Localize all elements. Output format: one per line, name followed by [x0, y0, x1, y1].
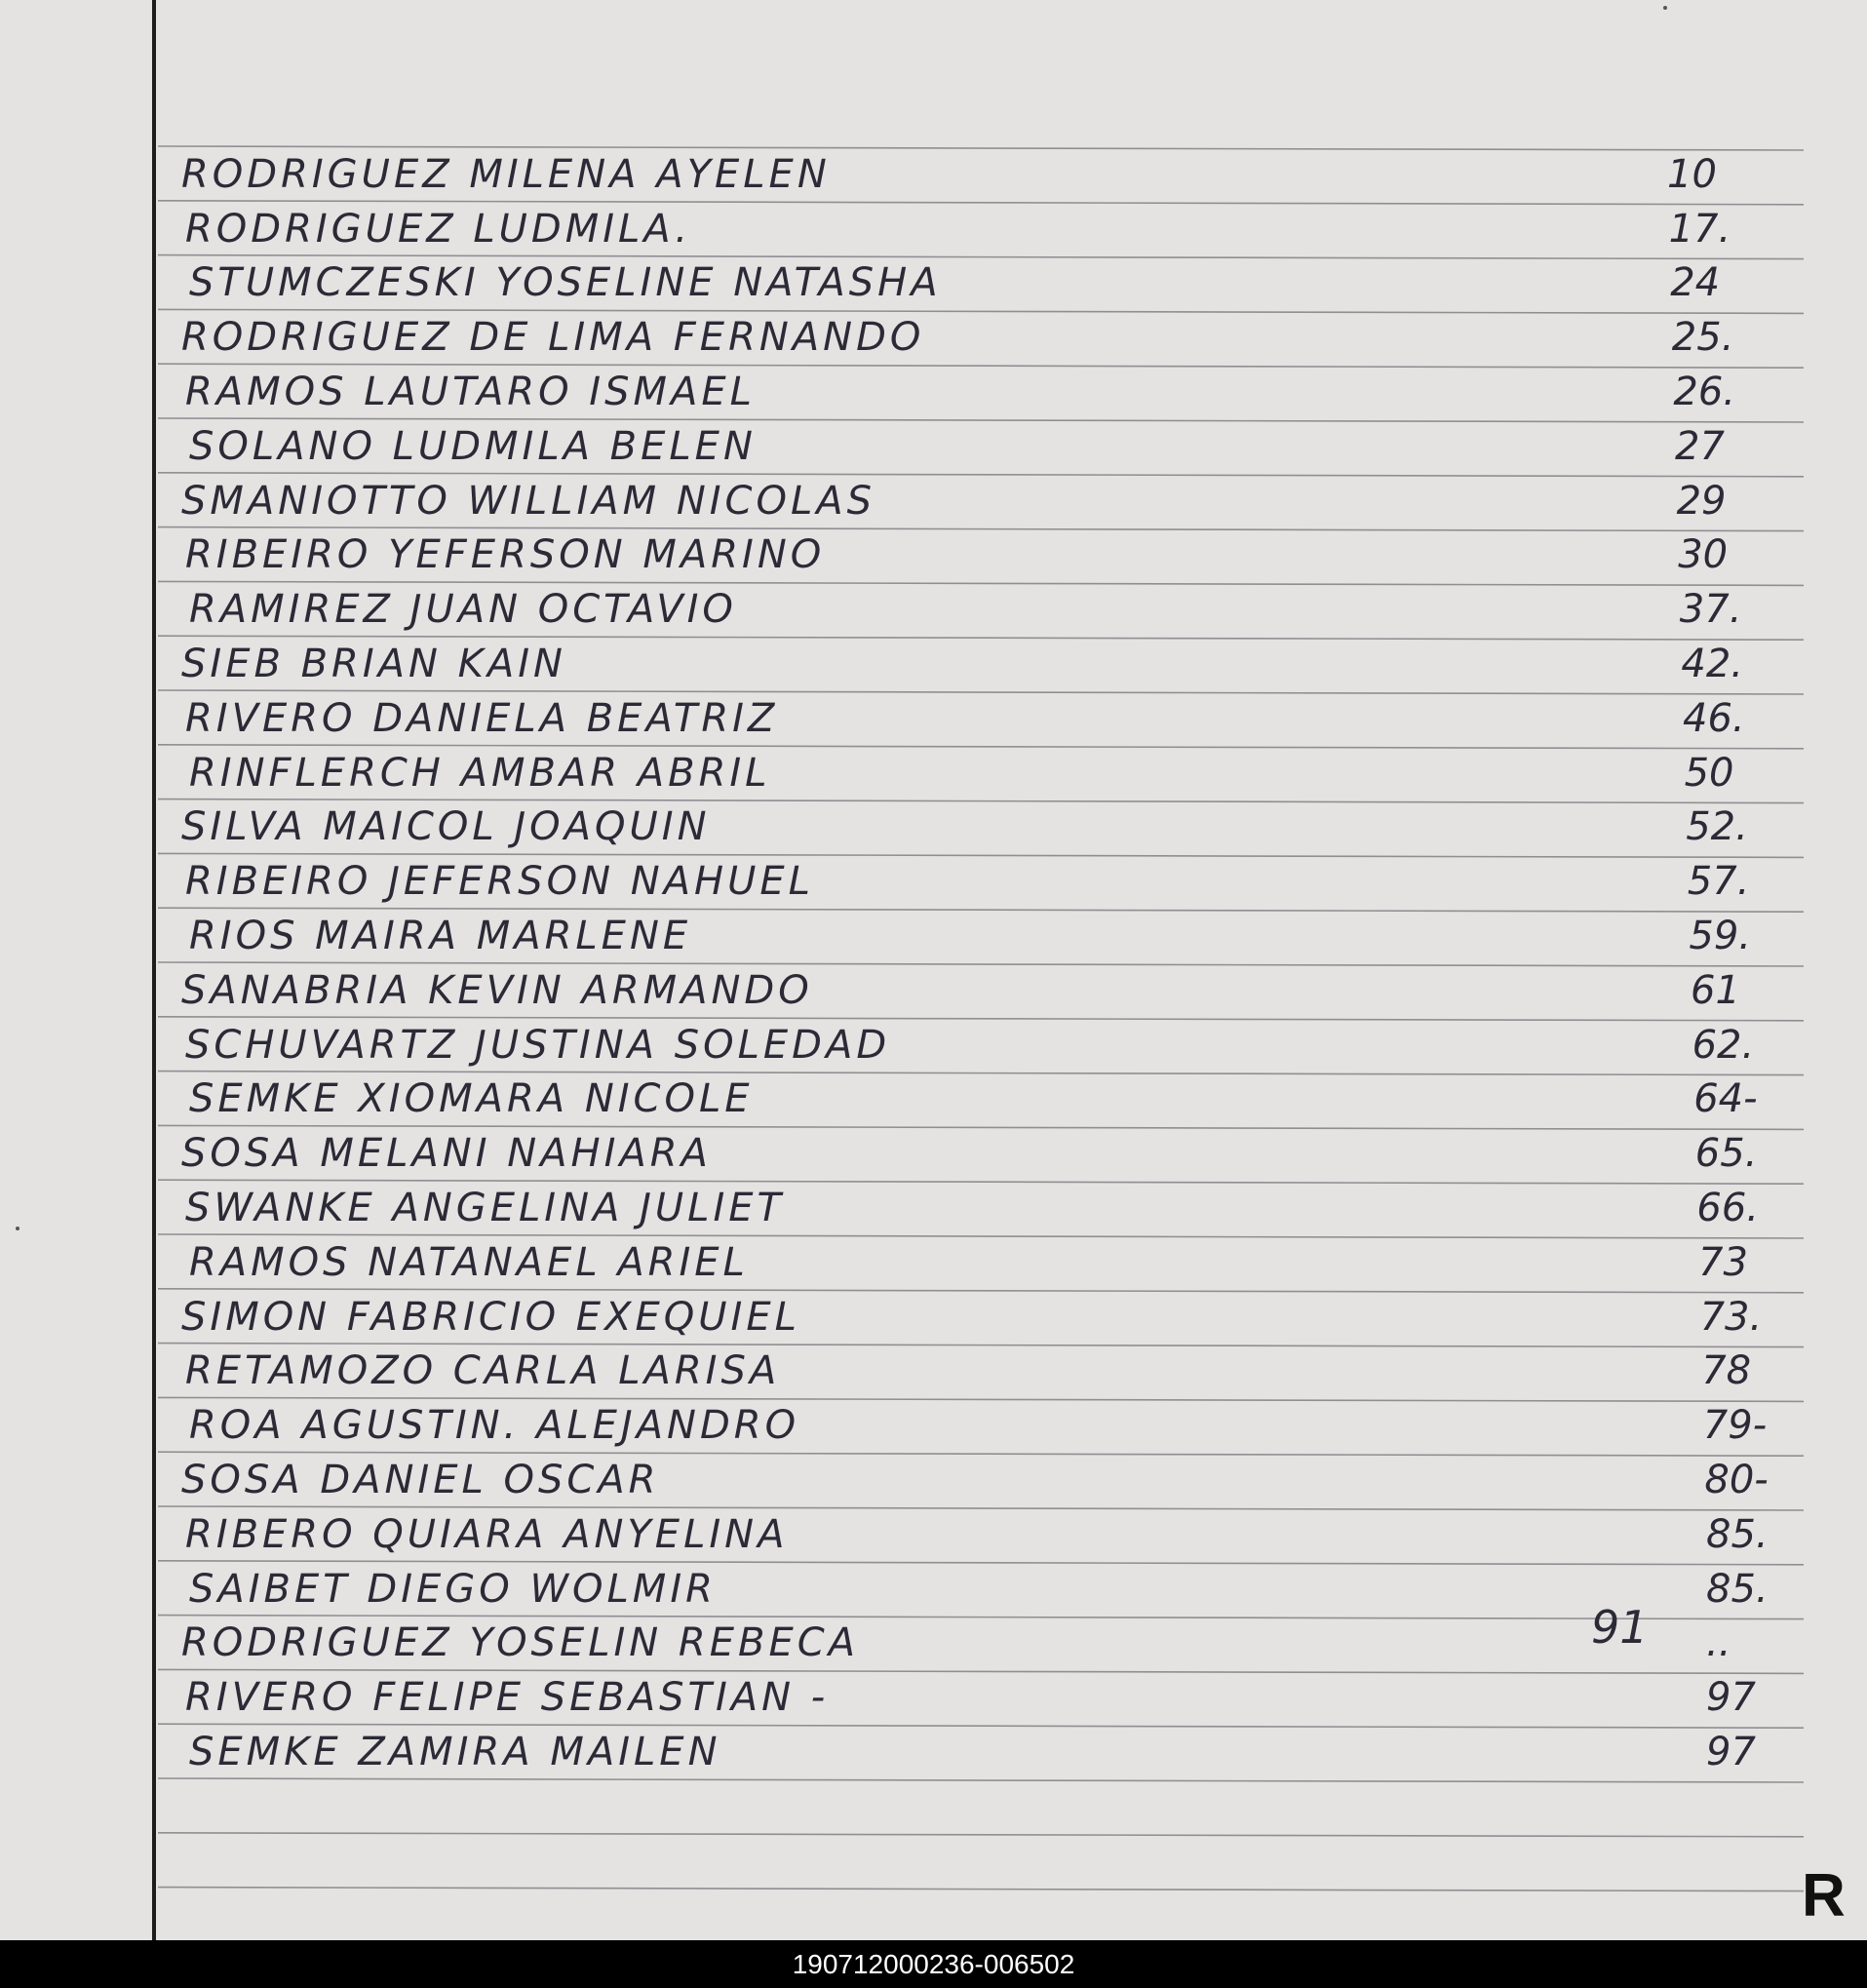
entry-name: RAMIREZ JUAN OCTAVIO [189, 587, 737, 633]
entry-name: SCHUVARTZ JUSTINA SOLEDAD [185, 1022, 891, 1068]
entry-number: 66. [1696, 1186, 1760, 1230]
dot-mark [16, 1227, 19, 1230]
entry-name: SEMKE XIOMARA NICOLE [189, 1076, 754, 1122]
entry-number: 46. [1683, 695, 1745, 741]
entry-number: 78 [1701, 1348, 1752, 1394]
index-letter: R [1802, 1862, 1846, 1930]
entry-name: RETAMOZO CARLA LARISA [185, 1348, 781, 1394]
entry-name: RODRIGUEZ LUDMILA. [185, 206, 692, 252]
entry-number: 65. [1694, 1131, 1758, 1177]
entry-number: .. [1706, 1620, 1731, 1666]
entry-name: RODRIGUEZ DE LIMA FERNANDO [181, 315, 925, 361]
entry-number: 50 [1684, 750, 1734, 796]
entry-number: 64- [1693, 1076, 1758, 1122]
entry-name: RODRIGUEZ MILENA AYELEN [181, 151, 831, 197]
entry-number: 25. [1671, 315, 1734, 361]
extra-number: 91 [1591, 1601, 1649, 1654]
entry-name: SWANKE ANGELINA JULIET [185, 1186, 785, 1230]
footer-code: 190712000236-006502 [0, 1940, 1867, 1988]
entry-name: SEMKE ZAMIRA MAILEN [189, 1730, 721, 1774]
entry-number: 80- [1704, 1458, 1769, 1502]
entry-name: SOSA MELANI NAHIARA [181, 1131, 712, 1177]
entry-number: 24 [1670, 260, 1721, 306]
entry-number: 79- [1702, 1403, 1768, 1449]
entry-name: SOLANO LUDMILA BELEN [189, 423, 757, 469]
entry-name: RAMOS LAUTARO ISMAEL [185, 370, 756, 414]
entry-number: 57. [1687, 859, 1750, 905]
entry-name: RIOS MAIRA MARLENE [189, 914, 692, 958]
entry-number: 61 [1691, 967, 1740, 1013]
entry-name: RIVERO DANIELA BEATRIZ [185, 695, 779, 741]
entry-name: SIMON FABRICIO EXEQUIEL [181, 1294, 800, 1340]
dot-mark [1663, 6, 1667, 10]
entry-name: STUMCZESKI YOSELINE NATASHA [189, 260, 942, 306]
entry-number: 73 [1698, 1239, 1748, 1285]
entry-name: SILVA MAICOL JOAQUIN [181, 804, 711, 850]
entry-name: SOSA DANIEL OSCAR [181, 1458, 660, 1502]
entry-number: 73. [1699, 1294, 1763, 1340]
entry-name: SANABRIA KEVIN ARMANDO [181, 967, 813, 1013]
entry-number: 10 [1667, 151, 1717, 197]
entry-number: 85. [1706, 1566, 1769, 1612]
entry-number: 85. [1706, 1511, 1769, 1557]
entry-name: RODRIGUEZ YOSELIN REBECA [181, 1620, 860, 1666]
entry-number: 97 [1706, 1730, 1756, 1774]
entry-name: ROA AGUSTIN. ALEJANDRO [189, 1403, 800, 1449]
entry-name: RIVERO FELIPE SEBASTIAN - [185, 1675, 830, 1721]
entry-name: SIEB BRIAN KAIN [181, 642, 566, 686]
entry-number: 62. [1692, 1022, 1755, 1068]
entry-number: 37. [1679, 587, 1742, 633]
entry-name: RIBEIRO YEFERSON MARINO [185, 532, 826, 578]
entry-number: 27 [1675, 423, 1725, 469]
entry-name: RIBERO QUIARA ANYELINA [185, 1511, 789, 1557]
entry-name: RINFLERCH AMBAR ABRIL [189, 750, 771, 796]
entry-number: 97 [1706, 1675, 1756, 1721]
entry-number: 26. [1673, 370, 1736, 414]
entry-number: 52. [1686, 804, 1748, 850]
entry-number: 42. [1681, 642, 1744, 686]
entry-number: 30 [1678, 532, 1729, 578]
entry-name: RAMOS NATANAEL ARIEL [189, 1239, 749, 1285]
entry-name: RIBEIRO JEFERSON NAHUEL [185, 859, 814, 905]
entry-number: 59. [1689, 914, 1752, 958]
entry-number: 29 [1676, 478, 1727, 524]
entry-number: 17. [1668, 206, 1731, 252]
entry-name: SAIBET DIEGO WOLMIR [189, 1566, 717, 1612]
entry-name: SMANIOTTO WILLIAM NICOLAS [181, 478, 876, 524]
